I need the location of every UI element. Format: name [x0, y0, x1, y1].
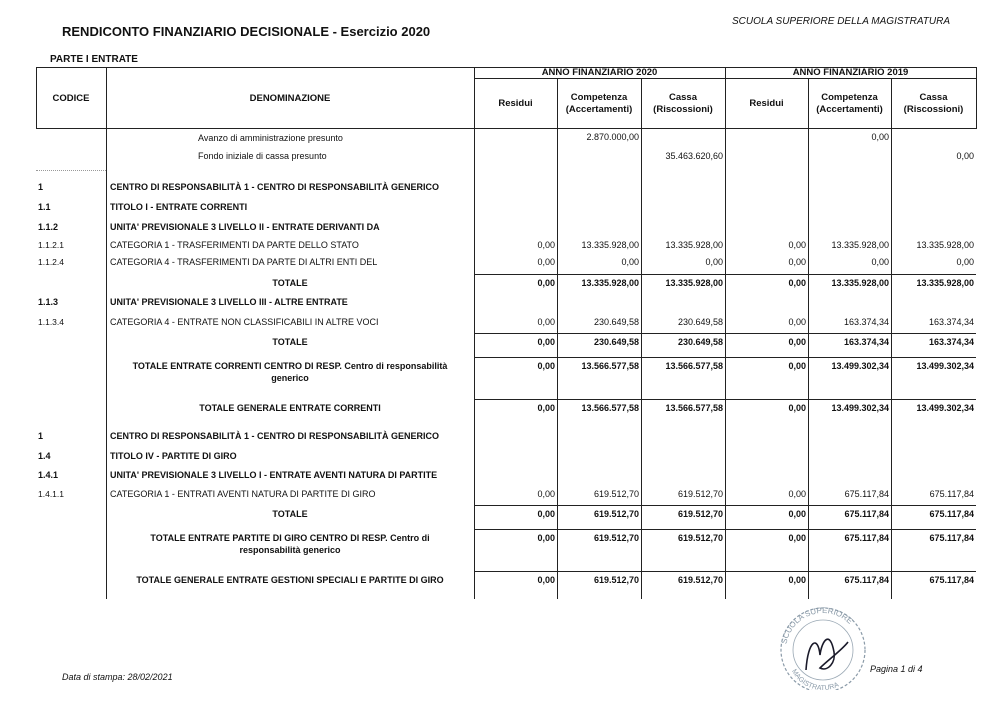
row-value-k20: 13.566.577,58: [665, 403, 723, 413]
row-value-k19: 675.117,84: [929, 489, 974, 499]
row-code: 1.1.2.4: [38, 257, 64, 267]
row-value-c19: 0,00: [871, 257, 889, 267]
official-stamp: [768, 600, 878, 690]
row-value-r20: 0,00: [537, 575, 555, 585]
row-value-k19: 0,00: [956, 151, 974, 161]
row-value-c19: 675.117,84: [844, 489, 889, 499]
row-code: 1.1.2.1: [38, 240, 64, 250]
row-value-r20: 0,00: [537, 240, 555, 250]
row-value-c19: 13.335.928,00: [831, 278, 889, 288]
row-value-k20: 230.649,58: [677, 317, 723, 327]
total-rule: [474, 357, 976, 358]
column-header-competenza-2020: Competenza (Accertamenti): [565, 92, 633, 115]
row-value-k20: 619.512,70: [677, 489, 723, 499]
row-value-k20: 0,00: [705, 257, 723, 267]
row-value-r20: 0,00: [537, 489, 555, 499]
row-value-k19: 675.117,84: [929, 509, 974, 519]
row-value-r19: 0,00: [788, 575, 806, 585]
row-value-c20: 13.335.928,00: [581, 240, 639, 250]
row-value-c20: 230.649,58: [593, 317, 639, 327]
row-value-k20: 13.335.928,00: [665, 240, 723, 250]
row-value-c20: 13.335.928,00: [581, 278, 639, 288]
stamp-text-top: SCUOLA SUPERIORE: [779, 605, 855, 645]
row-description-continued: responsabilità generico: [239, 545, 341, 555]
row-value-c19: 163.374,34: [843, 317, 889, 327]
row-value-r20: 0,00: [537, 509, 555, 519]
row-description: TOTALE: [272, 337, 308, 347]
column-header-year-2020: ANNO FINANZIARIO 2020: [541, 67, 658, 78]
row-value-r19: 0,00: [788, 317, 806, 327]
row-value-c19: 675.117,84: [844, 533, 889, 543]
row-value-k20: 619.512,70: [677, 533, 723, 543]
row-code: 1: [38, 431, 44, 441]
total-rule: [474, 333, 976, 334]
row-code: 1: [38, 182, 44, 192]
row-value-c20: 619.512,70: [593, 509, 639, 519]
row-description: UNITA' PREVISIONALE 3 LIVELLO I - ENTRATE AVENTI NATURA DI PARTITE: [110, 470, 438, 480]
organization-name: SCUOLA SUPERIORE DELLA MAGISTRATURA: [732, 16, 951, 27]
row-value-c20: 619.512,70: [593, 489, 639, 499]
column-header-residui-2019: Residui: [749, 98, 784, 109]
row-value-k19: 675.117,84: [929, 575, 974, 585]
row-value-r20: 0,00: [537, 533, 555, 543]
row-description: TOTALE: [272, 278, 308, 288]
report-title: RENDICONTO FINANZIARIO DECISIONALE - Esercizio 2020: [62, 24, 431, 39]
row-value-k20: 230.649,58: [677, 337, 723, 347]
column-header-codice: CODICE: [52, 93, 90, 104]
total-rule: [474, 529, 976, 530]
row-value-r20: 0,00: [537, 361, 555, 371]
row-value-k19: 675.117,84: [929, 533, 974, 543]
row-value-r19: 0,00: [788, 489, 806, 499]
row-value-k20: 13.566.577,58: [665, 361, 723, 371]
row-value-c20: 13.566.577,58: [581, 361, 639, 371]
row-value-c20: 619.512,70: [593, 533, 639, 543]
row-value-r19: 0,00: [788, 337, 806, 347]
column-header-cassa-2020: Cassa (Riscossioni): [653, 92, 713, 115]
row-description: CENTRO DI RESPONSABILITÀ 1 - CENTRO DI RESPONSABILITÀ GENERICO: [110, 431, 440, 441]
signature-icon: [806, 639, 848, 670]
row-value-r20: 0,00: [537, 257, 555, 267]
row-description: Avanzo di amministrazione presunto: [198, 133, 343, 143]
row-description: CATEGORIA 4 - ENTRATE NON CLASSIFICABILI IN ALTRE VOCI: [110, 317, 379, 327]
row-value-r19: 0,00: [788, 240, 806, 250]
row-description: CENTRO DI RESPONSABILITÀ 1 - CENTRO DI RESPONSABILITÀ GENERICO: [110, 182, 440, 192]
row-value-r19: 0,00: [788, 509, 806, 519]
row-description: CATEGORIA 1 - TRASFERIMENTI DA PARTE DELLO STATO: [110, 240, 359, 250]
column-header-competenza-2019: Competenza (Accertamenti): [816, 92, 883, 115]
column-header-denominazione: DENOMINAZIONE: [249, 93, 331, 104]
row-code: 1.4.1.1: [38, 489, 64, 499]
row-value-c20: 2.870.000,00: [586, 132, 639, 142]
row-description: CATEGORIA 4 - TRASFERIMENTI DA PARTE DI ALTRI ENTI DEL: [110, 257, 378, 267]
print-date: Data di stampa: 28/02/2021: [62, 672, 173, 682]
section-title: PARTE I ENTRATE: [50, 54, 138, 65]
row-value-k20: 35.463.620,60: [665, 151, 723, 161]
row-description: TITOLO IV - PARTITE DI GIRO: [110, 451, 237, 461]
row-description: TOTALE ENTRATE CORRENTI CENTRO DI RESP. Centro di responsabilità: [132, 361, 448, 371]
row-value-r20: 0,00: [537, 403, 555, 413]
stamp-inner-ring: [793, 620, 853, 680]
row-value-r20: 0,00: [537, 278, 555, 288]
row-value-k19: 163.374,34: [928, 317, 974, 327]
row-value-k20: 13.335.928,00: [665, 278, 723, 288]
row-description: CATEGORIA 1 - ENTRATI AVENTI NATURA DI PARTITE DI GIRO: [110, 489, 376, 499]
row-value-c20: 230.649,58: [593, 337, 639, 347]
total-rule: [474, 505, 976, 506]
row-value-k19: 13.499.302,34: [916, 361, 974, 371]
column-header-residui-2020: Residui: [498, 98, 533, 109]
row-description: TITOLO I - ENTRATE CORRENTI: [110, 202, 248, 212]
row-value-c19: 675.117,84: [844, 575, 889, 585]
row-value-c19: 13.499.302,34: [831, 403, 889, 413]
row-value-c19: 13.335.928,00: [831, 240, 889, 250]
row-value-c20: 619.512,70: [593, 575, 639, 585]
row-value-r19: 0,00: [788, 403, 806, 413]
row-value-c19: 13.499.302,34: [831, 361, 889, 371]
row-description-continued: generico: [271, 373, 309, 383]
row-value-r19: 0,00: [788, 533, 806, 543]
row-description: TOTALE ENTRATE PARTITE DI GIRO CENTRO DI RESP. Centro di: [150, 533, 430, 543]
row-value-k19: 163.374,34: [928, 337, 974, 347]
column-header-cassa-2019: Cassa (Riscossioni): [903, 92, 964, 115]
row-value-r19: 0,00: [788, 361, 806, 371]
row-value-c19: 163.374,34: [843, 337, 889, 347]
row-description: UNITA' PREVISIONALE 3 LIVELLO II - ENTRATE DERIVANTI DA: [110, 222, 380, 232]
row-value-k20: 619.512,70: [677, 509, 723, 519]
row-description: TOTALE GENERALE ENTRATE CORRENTI: [199, 403, 381, 413]
stamp-text-bottom: MAGISTRATURA: [790, 668, 840, 690]
row-value-c20: 0,00: [621, 257, 639, 267]
row-code: 1.1.2: [38, 222, 59, 232]
total-rule: [474, 571, 976, 572]
row-value-r19: 0,00: [788, 257, 806, 267]
row-code: 1.4.1: [38, 470, 59, 480]
row-code: 1.1.3: [38, 297, 59, 307]
total-rule: [474, 274, 976, 275]
row-value-c19: 0,00: [871, 132, 889, 142]
page-number: Pagina 1 di 4: [870, 664, 923, 674]
row-value-r20: 0,00: [537, 337, 555, 347]
row-value-c19: 675.117,84: [844, 509, 889, 519]
row-description: UNITA' PREVISIONALE 3 LIVELLO III - ALTRE ENTRATE: [110, 297, 348, 307]
row-code: 1.1.3.4: [38, 317, 64, 327]
row-value-k20: 619.512,70: [677, 575, 723, 585]
row-value-k19: 0,00: [956, 257, 974, 267]
row-value-k19: 13.335.928,00: [916, 278, 974, 288]
row-code: 1.4: [38, 451, 51, 461]
column-header-year-2019: ANNO FINANZIARIO 2019: [792, 67, 909, 78]
row-value-r20: 0,00: [537, 317, 555, 327]
row-value-k19: 13.335.928,00: [916, 240, 974, 250]
row-description: TOTALE: [272, 509, 308, 519]
row-value-r19: 0,00: [788, 278, 806, 288]
total-rule: [474, 399, 976, 400]
row-description: TOTALE GENERALE ENTRATE GESTIONI SPECIALI E PARTITE DI GIRO: [136, 575, 444, 585]
row-value-k19: 13.499.302,34: [916, 403, 974, 413]
row-value-c20: 13.566.577,58: [581, 403, 639, 413]
row-description: Fondo iniziale di cassa presunto: [198, 151, 327, 161]
row-code: 1.1: [38, 202, 51, 212]
